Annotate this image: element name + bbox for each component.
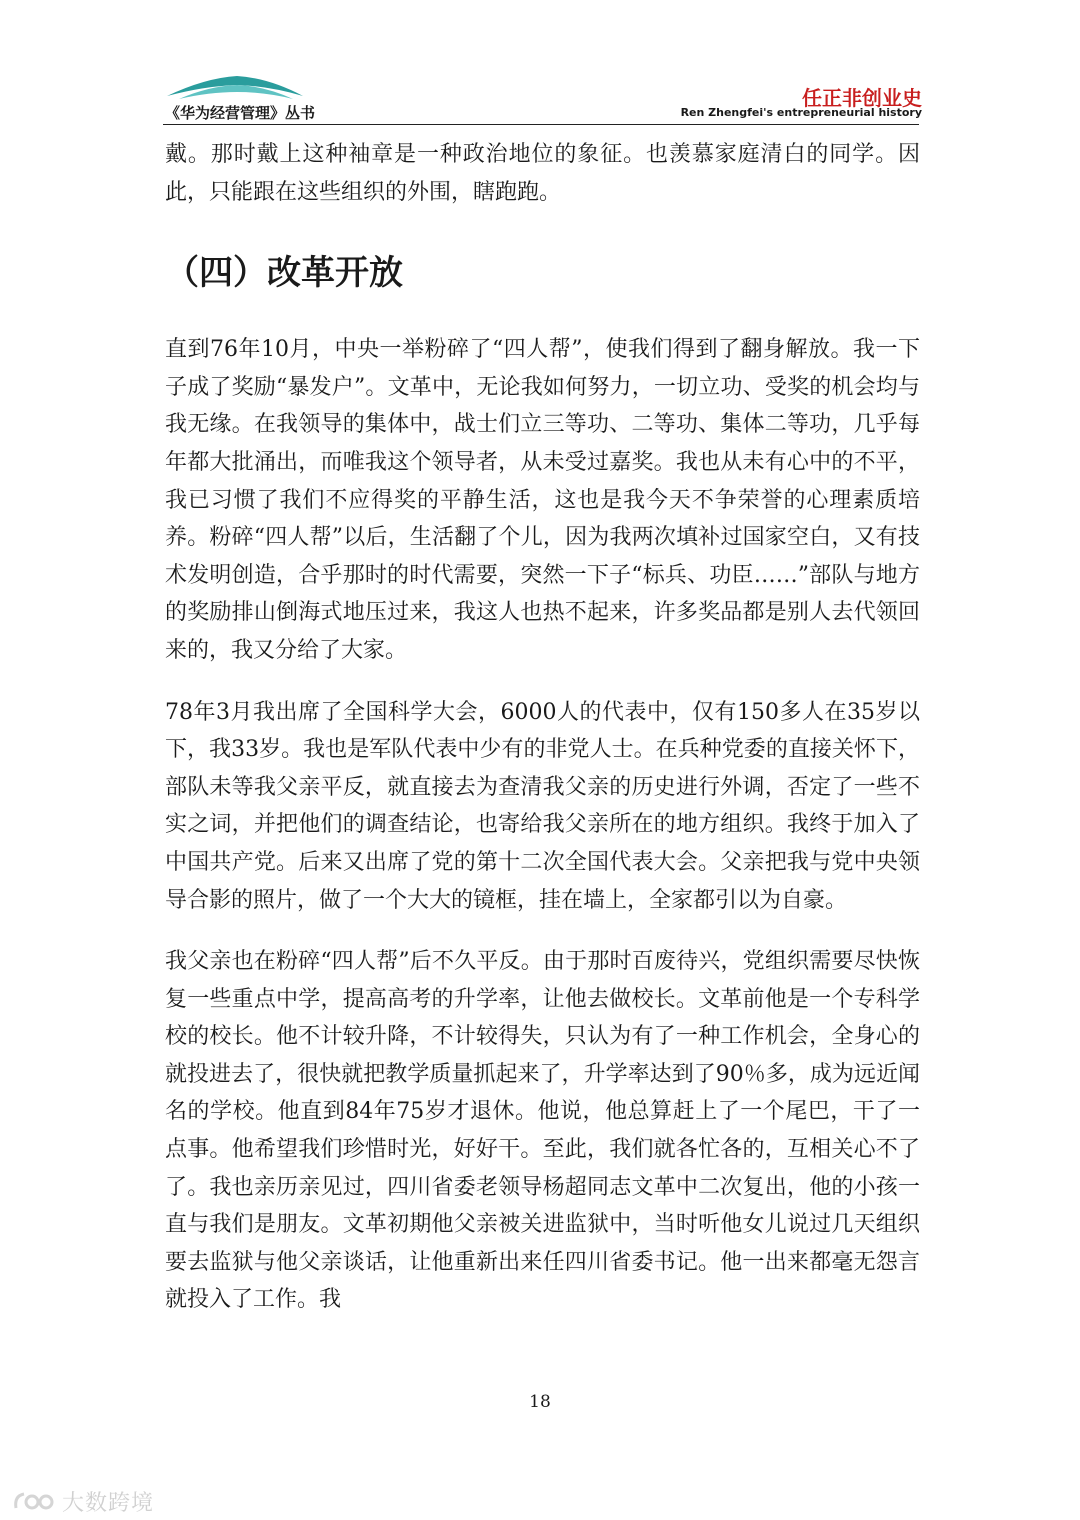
brand-logo-icon (12, 1488, 56, 1514)
mountain-logo-icon (165, 74, 305, 104)
section-heading: （四）改革开放 (165, 253, 403, 294)
page-header (0, 0, 1080, 125)
watermark (12, 1486, 154, 1516)
brand-title-cn: 任正非创业史 (802, 86, 922, 110)
series-title: 《华为经营管理》丛书 (165, 104, 316, 122)
brand-title-en: Ren Zhengfei's entrepreneurial history (680, 106, 922, 119)
page-body (165, 136, 920, 1319)
paragraph-1: 直到76年10月，中央一举粉碎了“四人帮”，使我们得到了翻身解放。我一下子成了奖励“暴发户”。文革中，无论我如何努力，一切立功、受奖的机会均与我无缘。在我领导的集体中，战士们立三等功、二等功、集体二等功，几乎每年都大批涌出，而唯我这个领导者，从未受过嘉奖。我也从未有心中的不平，我已习惯了我们不应得奖的平静生活，这也是我今天不争荣誉的心理素质培养。粉碎“四人帮”以后，生活翻了个儿，因为我两次填补过国家空白，又有技术发明创造，合乎那时的时代需要，突然一下子“标兵、功臣……”部队与地方的奖励排山倒海式地压过来，我这人也热不起来，许多奖品都是别人去代领回来的，我又分给了大家。 (165, 337, 920, 663)
paragraph-2: 78年3月我出席了全国科学大会，6000人的代表中，仅有150多人在35岁以下，我33岁。我也是军队代表中少有的非党人士。在兵种党委的直接关怀下，部队未等我父亲平反，就直接去为查清我父亲的历史进行外调，否定了一些不实之词，并把他们的调查结论，也寄给我父亲所在的地方组织。我终于加入了中国共产党。后来又出席了党的第十二次全国代表大会。父亲把我与党中央领导合影的照片，做了一个大大的镜框，挂在墙上，全家都引以为自豪。 (165, 699, 920, 913)
paragraph-intro: 戴。那时戴上这种袖章是一种政治地位的象征。也羡慕家庭清白的同学。因此，只能跟在这些组织的外围，瞎跑跑。 (165, 142, 920, 205)
paragraph-3: 我父亲也在粉碎“四人帮”后不久平反。由于那时百废待兴，党组织需要尽快恢复一些重点中学，提高高考的升学率，让他去做校长。文革前他是一个专科学校的校长。他不计较升降，不计较得失，只认为有了一种工作机会，全身心的就投进去了，很快就把教学质量抓起来了，升学率达到了90％多，成为远近闻名的学校。他直到84年75岁才退休。他说，他总算赶上了一个尾巴，干了一点事。他希望我们珍惜时光，好好干。至此，我们就各忙各的，互相关心不了了。我也亲历亲见过，四川省委老领导杨超同志文革中二次复出，他的小孩一直与我们是朋友。文革初期他父亲被关进监狱中，当时听他女儿说过几天组织要去监狱与他父亲谈话，让他重新出来任四川省委书记。他一出来都毫无怨言就投入了工作。我 (165, 949, 920, 1313)
page-number: 18 (529, 1392, 551, 1412)
watermark-text: 大数跨境 (62, 1490, 155, 1516)
header-divider (163, 124, 919, 125)
